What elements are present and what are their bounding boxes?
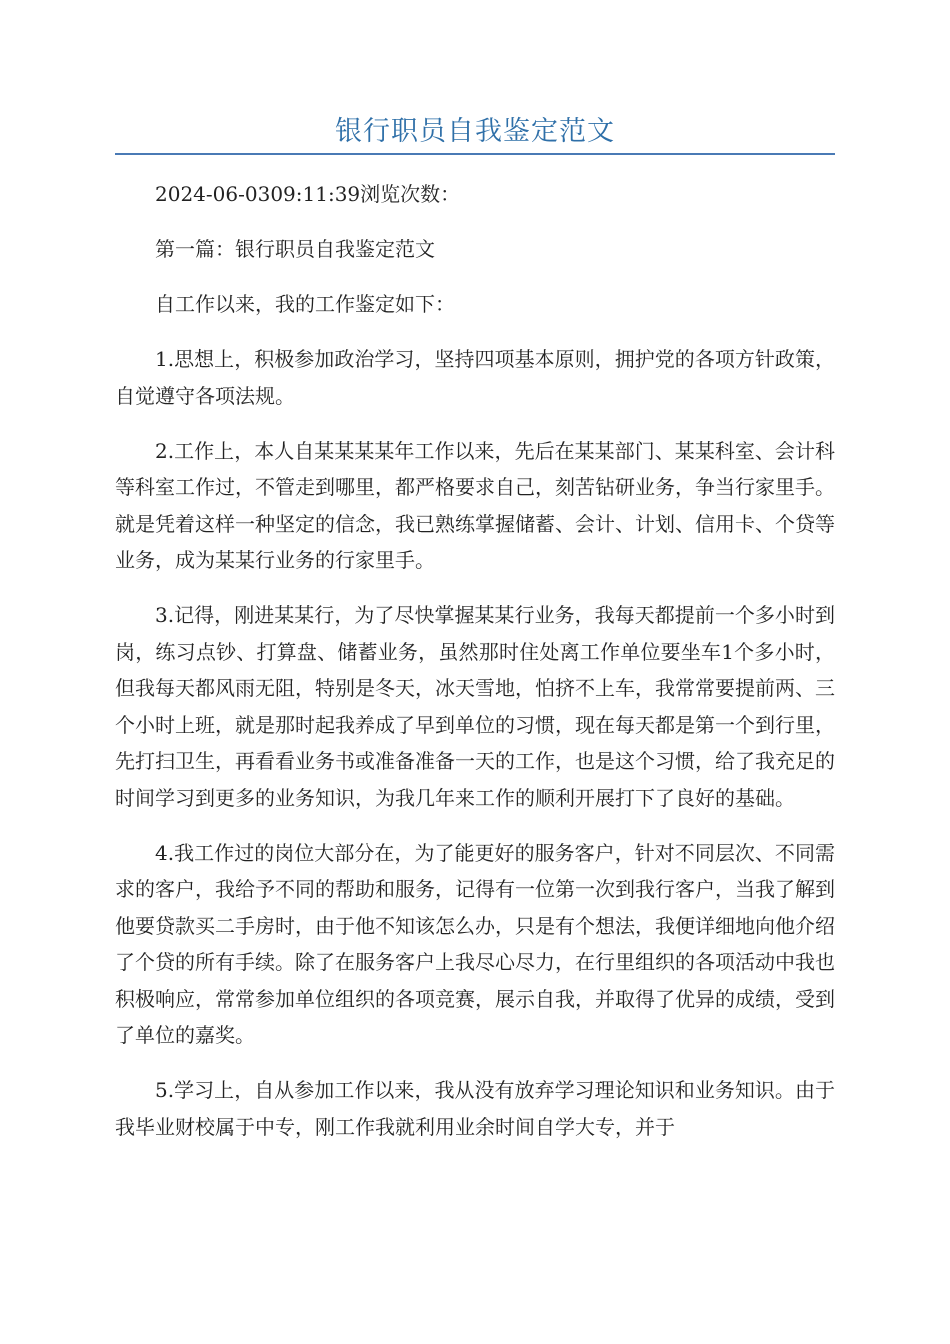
paragraph-4: 4.我工作过的岗位大部分在，为了能更好的服务客户，针对不同层次、不同需求的客户，我给予不同的帮助和服务，记得有一位第一次到我行客户，当我了解到他要贷款买二手房时，由于他不知该怎么办，只是有个想法，我便详细地向他介绍了个贷的所有手续。除了在服务客户上我尽心尽力，在行里组织的各项活动中我也积极响应，常常参加单位组织的各项竞赛，展示自我，并取得了优异的成绩，受到了单位的嘉奖。 bbox=[115, 840, 835, 1047]
paragraph-1: 1.思想上，积极参加政治学习，坚持四项基本原则，拥护党的各项方针政策，自觉遵守各项法规。 bbox=[115, 347, 835, 408]
meta-line: 2024-06-0309:11:39浏览次数： bbox=[155, 182, 461, 206]
paragraph-2: 2.工作上，本人自某某某某年工作以来，先后在某某部门、某某科室、会计科等科室工作过，不管走到哪里，都严格要求自己，刻苦钻研业务，争当行家里手。就是凭着这样一种坚定的信念，我已熟练掌握储蓄、会计、计划、信用卡、个贷等业务，成为某某行业务的行家里手。 bbox=[115, 438, 835, 572]
paragraph-5: 5.学习上，自从参加工作以来，我从没有放弃学习理论知识和业务知识。由于我毕业财校属于中专，刚工作我就利用业余时间自学大专，并于 bbox=[115, 1078, 835, 1139]
document-body bbox=[115, 176, 835, 1164]
document-title: 银行职员自我鉴定范文 bbox=[335, 116, 615, 147]
title-divider bbox=[115, 153, 835, 155]
paragraph-3: 3.记得，刚进某某行，为了尽快掌握某某行业务，我每天都提前一个多小时到岗，练习点钞、打算盘、储蓄业务，虽然那时住处离工作单位要坐车1个多小时，但我每天都风雨无阻，特别是冬天，冰天雪地，怕挤不上车，我常常要提前两、三个小时上班，就是那时起我养成了早到单位的习惯，现在每天都是第一个到行里，先打扫卫生，再看看业务书或准备准备一天的工作，也是这个习惯，给了我充足的时间学习到更多的业务知识，为我几年来工作的顺利开展打下了良好的基础。 bbox=[115, 603, 835, 810]
section-heading: 第一篇：银行职员自我鉴定范文 bbox=[155, 237, 435, 261]
intro-paragraph: 自工作以来，我的工作鉴定如下： bbox=[155, 292, 455, 316]
